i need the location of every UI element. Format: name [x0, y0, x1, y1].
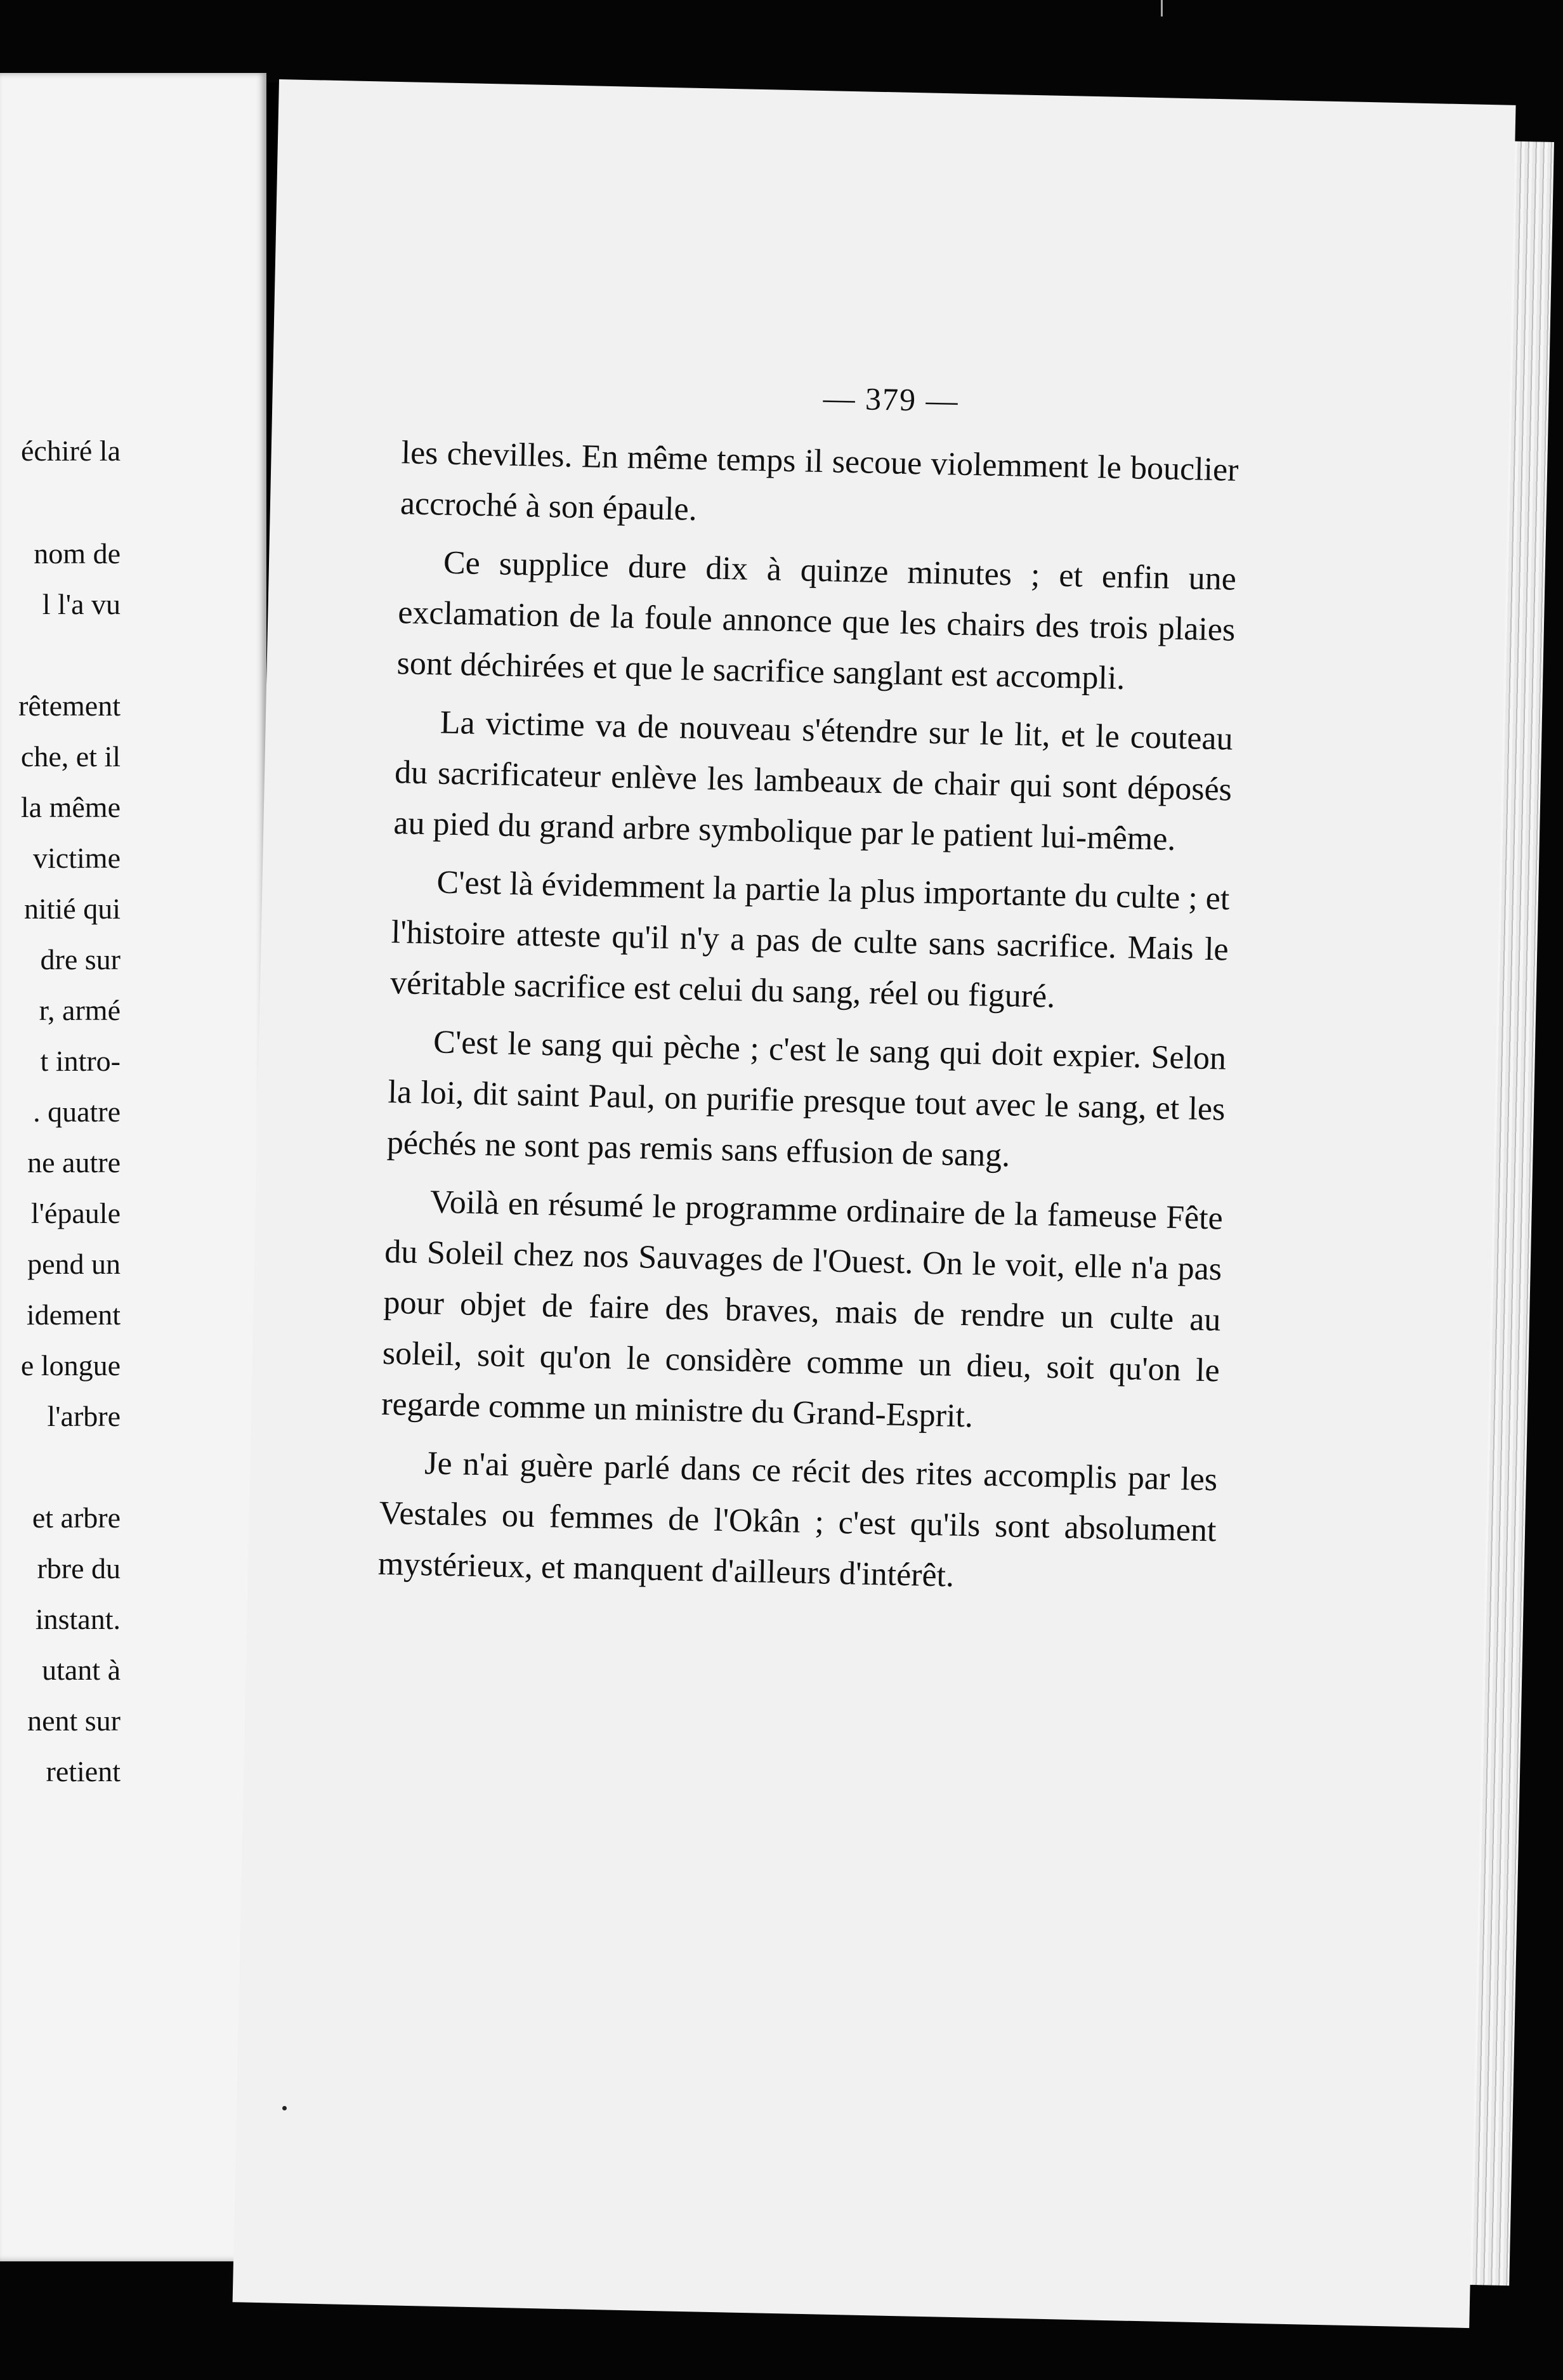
body-text [377, 428, 1239, 1614]
paragraph: C'est le sang qui pèche ; c'est le sang qui doit expier. Selon la loi, dit saint Paul, on purifie presque tout avec le sang, et les péchés ne sont pas remis sans effusion de sang. [386, 1024, 1227, 1174]
left-line: nom de [34, 537, 121, 570]
paragraph: Je n'ai guère parlé dans ce récit des rites accomplis par les Vestales ou femmes de l'Okân ; c'est qu'ils sont absolument mystérieux, et manquent d'ailleurs d'intérêt. [377, 1445, 1218, 1594]
left-line: t intro- [40, 1045, 121, 1077]
left-line: idement [26, 1298, 121, 1331]
left-line: r, armé [39, 994, 121, 1026]
left-line: che, et il [20, 740, 121, 773]
left-page [0, 73, 266, 2261]
paragraph: C'est là évidemment la partie la plus importante du culte ; et l'histoire atteste qu'il n'y a pas de culte sans sacrifice. Mais le véritable sacrifice est celui du sang, réel ou figuré. [389, 864, 1230, 1015]
paragraph: Ce supplice dure dix à quinze minutes ; et enfin une exclamation de la foule annonce que les chairs des trois plaies sont déchirées et que le sacrifice sanglant est accompli. [396, 544, 1237, 697]
page-number: — 379 — [823, 380, 960, 419]
paragraph: les chevilles. En même temps il secoue violemment le bouclier accroché à son épaule. [400, 435, 1239, 528]
right-page [233, 79, 1516, 2328]
left-line: . quatre [33, 1095, 121, 1128]
paragraph: Voilà en résumé le programme ordinaire de la fameuse Fête du Soleil chez nos Sauvages de l'Ouest. On le voit, elle n'a pas pour objet de faire des braves, mais de rendre un culte au soleil, soit qu'on le considère comme un dieu, soit qu'on le regarde comme un ministre du Grand-Esprit. [381, 1184, 1224, 1435]
left-line: victime [33, 842, 121, 874]
left-line: utant à [42, 1654, 121, 1686]
crop-mark [1161, 0, 1163, 16]
left-line: nitié qui [23, 893, 121, 925]
left-line: instant. [35, 1603, 121, 1635]
left-line: l'épaule [30, 1197, 121, 1229]
left-line: rbre du [37, 1552, 121, 1585]
left-line: l l'a vu [42, 588, 121, 620]
left-line: pend un [27, 1248, 121, 1280]
specks [282, 2106, 287, 2110]
left-line: ne autre [27, 1146, 121, 1179]
left-line: nent sur [27, 1704, 121, 1737]
left-line: l'arbre [47, 1400, 121, 1432]
left-line: la même [20, 791, 121, 823]
left-line: rêtement [18, 690, 121, 722]
left-line: échiré la [20, 435, 121, 467]
left-line: e longue [20, 1349, 121, 1382]
left-line: dre sur [40, 943, 121, 976]
left-line: et arbre [32, 1501, 121, 1534]
paragraph: La victime va de nouveau s'étendre sur le lit, et le couteau du sacrificateur enlève les lambeaux de chair qui sont déposés au pied du grand arbre symbolique par le patient lui-même. [393, 704, 1234, 858]
left-line: retient [46, 1755, 121, 1788]
